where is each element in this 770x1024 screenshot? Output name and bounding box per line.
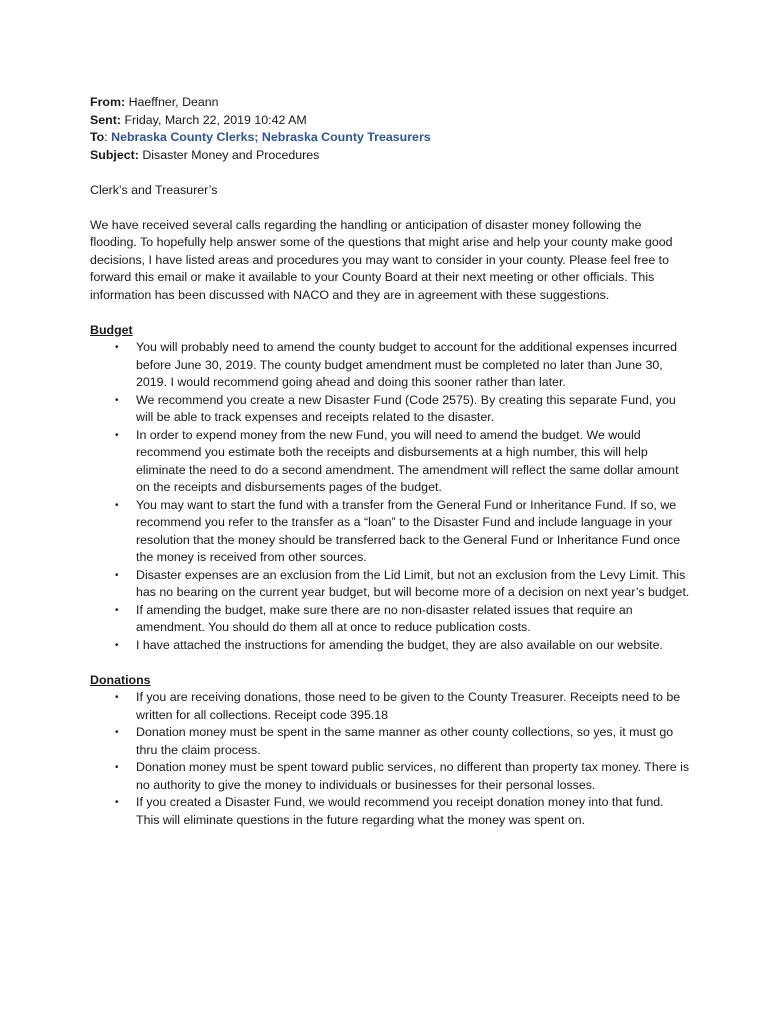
donations-list bbox=[90, 689, 690, 829]
subject-line bbox=[90, 147, 690, 165]
budget-heading: Budget bbox=[90, 322, 133, 337]
list-item: • If you created a Disaster Fund, we would recommend you receipt donation money into that fund. This will eliminate questions in the future regarding what the money was spent on. bbox=[115, 795, 664, 827]
sent-line bbox=[90, 112, 690, 130]
bullet-icon: • bbox=[115, 762, 119, 773]
from-line bbox=[90, 94, 690, 112]
subject-label: Subject: bbox=[90, 147, 139, 162]
bullet-icon: • bbox=[115, 604, 119, 616]
intro-paragraph: We have received several calls regarding the handling or anticipation of disaster money following the flooding. To hopefully help answer some of the questions that might arise and help your county make good decisions, I have listed areas and procedures you may want to consider in your county. Please feel free to forward this email or make it available to your County Board at their next meeting or other officials. This information has been discussed with NACO and they are in agreement with these suggestions. bbox=[90, 217, 673, 302]
bullet-icon: • bbox=[115, 342, 119, 353]
list-item: • I have attached the instructions for amending the budget, they are also available on our website. bbox=[90, 637, 690, 655]
to-colon: : bbox=[104, 130, 108, 144]
bullet-icon: • bbox=[115, 692, 119, 703]
bullet-icon: • bbox=[115, 394, 119, 406]
list-item: • Donation money must be spent in the same manner as other county collections, so yes, it must go thru the claim process. bbox=[115, 725, 674, 757]
list-item: • You will probably need to amend the county budget to account for the additional expenses incurred before June 30, 2019. The county budget amendment must be completed no later than June 30, 2019. I would recommend going ahead and doing this sooner rather than later. bbox=[115, 340, 677, 389]
list-item: • If amending the budget, make sure there are no non-disaster related issues that require an amendment. You should do them all at once to reduce publication costs. bbox=[115, 602, 633, 634]
greeting: Clerk’s and Treasurer’s bbox=[90, 182, 218, 197]
list-item: • Donation money must be spent toward public services, no different than property tax money. There is no authority to give the money to individuals or businesses for their personal losses. bbox=[115, 760, 690, 792]
donations-heading: Donations bbox=[90, 672, 151, 687]
subject-value: Disaster Money and Procedures bbox=[142, 147, 320, 162]
bullet-icon: • bbox=[115, 429, 119, 441]
to-line bbox=[90, 129, 690, 147]
list-item: • We recommend you create a new Disaster Fund (Code 2575). By creating this separate Fund, you will be able to track expenses and receipts related to the disaster. bbox=[115, 392, 676, 424]
email-document bbox=[90, 94, 690, 829]
budget-list bbox=[90, 339, 690, 654]
to-recipients[interactable]: Nebraska County Clerks; Nebraska County Treasurers bbox=[111, 130, 431, 144]
to-label: To bbox=[90, 130, 105, 144]
bullet-icon: • bbox=[115, 727, 119, 738]
list-item: • In order to expend money from the new Fund, you will need to amend the budget. We would recommend you estimate both the receipts and disbursements at a high number, this will help eliminate the need to do a second amendment. The amendment will reflect the same dollar amount on the receipts and disbursements pages of the budget. bbox=[115, 427, 679, 494]
bullet-icon: • bbox=[115, 569, 119, 581]
bullet-icon: • bbox=[115, 499, 119, 511]
list-item: • Disaster expenses are an exclusion from the Lid Limit, but not an exclusion from the Levy Limit. This has no bearing on the current year budget, but will become more of a decision on next year’s budget. bbox=[115, 567, 690, 599]
list-item: • You may want to start the fund with a transfer from the General Fund or Inheritance Fund. If so, we recommend you refer to the transfer as a “loan” to the Disaster Fund and include language in your resolution that the money should be transferred back to the General Fund or Inheritance Fund once the money is received from other sources. bbox=[115, 497, 681, 564]
bullet-icon: • bbox=[115, 797, 119, 808]
from-value: Haeffner, Deann bbox=[128, 95, 219, 109]
sent-label: Sent: bbox=[90, 112, 121, 127]
bullet-icon: • bbox=[115, 639, 119, 651]
list-item: • If you are receiving donations, those need to be given to the County Treasurer. Receipts need to be written for all collections. Receipt code 395.18 bbox=[115, 690, 681, 722]
from-label: From: bbox=[90, 95, 126, 109]
sent-value: Friday, March 22, 2019 10:42 AM bbox=[124, 112, 307, 127]
